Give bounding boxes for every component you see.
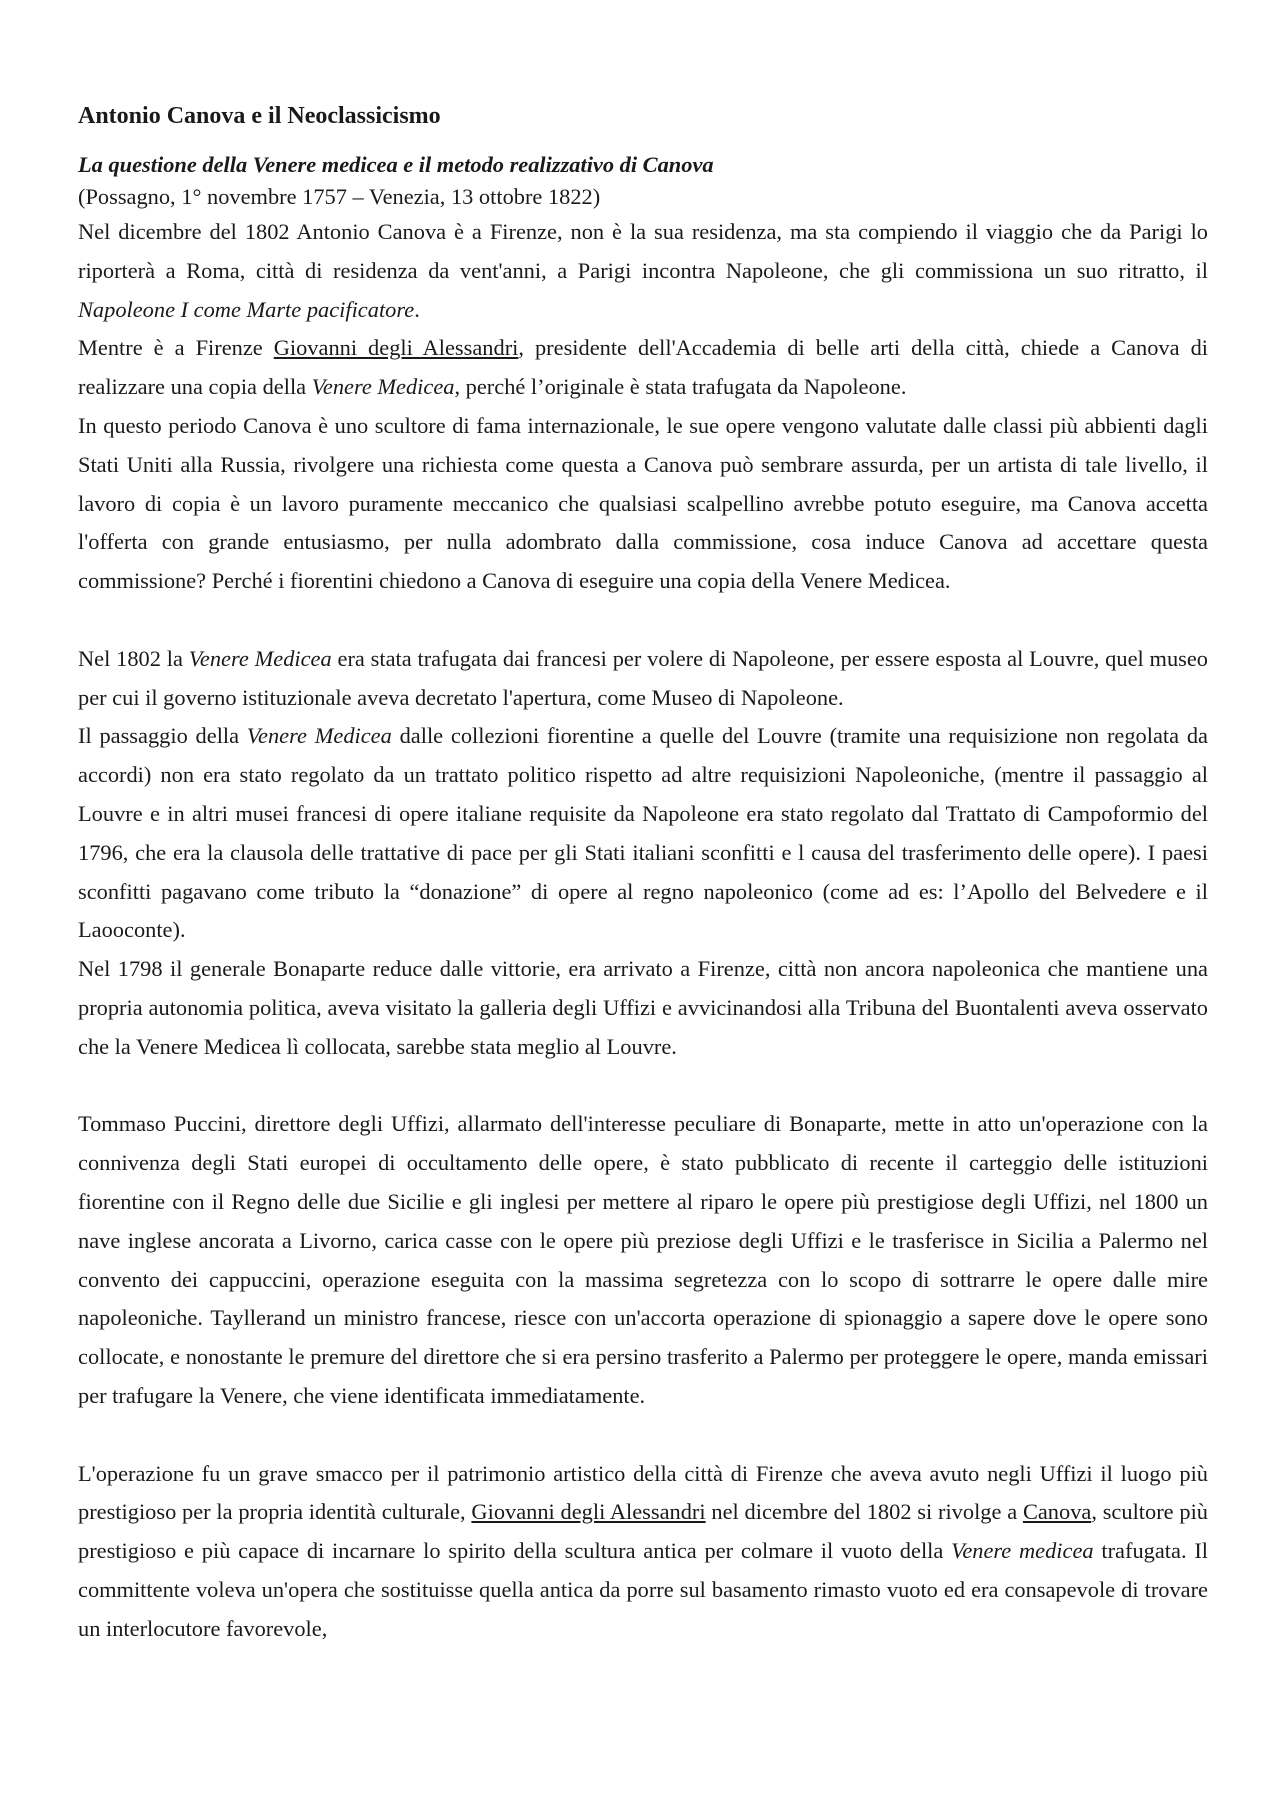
artwork-title: Venere Medicea	[188, 645, 332, 671]
paragraph-8: L'operazione fu un grave smacco per il patrimonio artistico della città di Firenze che aveva avuto negli Uffizi il luogo più prestigioso per la propria identità culturale, Giovanni degli Alessandri nel dicembre del 1802 si rivolge a Canova, scultore più prestigioso e più capace di incarnare lo spirito della scultura antica per colmare il vuoto della Venere medicea trafugata. Il committente voleva un'opera che sostituisse quella antica da porre sul basamento rimasto vuoto ed era consapevole di trovare un interlocutore favorevole,	[78, 1460, 1209, 1641]
link-giovanni-degli-alessandri[interactable]: Giovanni degli Alessandri	[471, 1499, 706, 1525]
life-dates: (Possagno, 1° novembre 1757 – Venezia, 13 ottobre 1822)	[78, 184, 601, 209]
artwork-title: Venere Medicea	[246, 723, 392, 749]
artwork-title: Venere Medicea	[311, 374, 455, 400]
paragraph-1: Nel dicembre del 1802 Antonio Canova è a Firenze, non è la sua residenza, ma sta compiendo il viaggio che da Parigi lo riporterà a Roma, città di residenza da vent'anni, a Parigi incontra Napoleone, che gli commissiona un suo ritratto, il Napoleone I come Marte pacificatore.	[78, 219, 1208, 322]
paragraph-6: Nel 1798 il generale Bonaparte reduce dalle vittorie, era arrivato a Firenze, città non ancora napoleonica che mantiene una propria autonomia politica, aveva visitato la galleria degli Uffizi e avvicinandosi alla Tribuna del Buontalenti aveva osservato che la Venere Medicea lì collocata, sarebbe stata meglio al Louvre.	[78, 956, 1208, 1059]
document-title: Antonio Canova e il Neoclassicismo	[78, 103, 441, 129]
paragraph-2: Mentre è a Firenze Giovanni degli Alessandri, presidente dell'Accademia di belle arti della città, chiede a Canova di realizzare una copia della Venere Medicea, perché l’originale è stata trafugata da Napoleone.	[78, 335, 1208, 400]
paragraph-5: Il passaggio della Venere Medicea dalle collezioni fiorentine a quelle del Louvre (tramite una requisizione non regolata da accordi) non era stato regolato da un trattato politico rispetto ad altre requisizioni Napoleoniche, (mentre il passaggio al Louvre e in altri musei francesi di opere italiane requisite da Napoleone era stato regolato dal Trattato di Campoformio del 1796, che era la clausola delle trattative di pace per gli Stati italiani sconfitti e l causa del trasferimento delle opere). I paesi sconfitti pagavano come tributo la “donazione” di opere al regno napoleonico (come ad es: l’Apollo del Belvedere e il Laooconte).	[78, 723, 1208, 943]
document-subtitle: La questione della Venere medicea e il metodo realizzativo di Canova	[78, 152, 714, 177]
paragraph-gap	[78, 1416, 1208, 1455]
paragraph-gap	[78, 601, 1208, 640]
paragraph-7: Tommaso Puccini, direttore degli Uffizi, allarmato dell'interesse peculiare di Bonaparte, mette in atto un'operazione con la connivenza degli Stati europei di occultamento delle opere, è stato pubblicato di recente il carteggio delle istituzioni fiorentine con il Regno delle due Sicilie e gli inglesi per mettere al riparo le opere più prestigiose degli Uffizi, nel 1800 un nave inglese ancorata a Livorno, carica casse con le opere più preziose degli Uffizi e le trasferisce in Sicilia a Palermo nel convento dei cappuccini, operazione eseguita con la massima segretezza con lo scopo di sottrarre le opere dalle mire napoleoniche. Tayllerand un ministro francese, riesce con un'accorta operazione di spionaggio a sapere dove le opere sono collocate, e nonostante le premure del direttore che si era persino trasferito a Palermo per proteggere le opere, manda emissari per trafugare la Venere, che viene identificata immediatamente.	[78, 1111, 1208, 1408]
document-page	[78, 100, 1208, 1648]
artwork-title: Napoleone I come Marte pacificatore	[78, 296, 415, 322]
link-canova[interactable]: Canova	[1022, 1499, 1092, 1525]
link-giovanni-degli-alessandri[interactable]: Giovanni degli Alessandri	[273, 335, 519, 361]
paragraph-gap	[78, 1067, 1208, 1106]
paragraph-3: In questo periodo Canova è uno scultore di fama internazionale, le sue opere vengono valutate dalle classi più abbienti dagli Stati Uniti alla Russia, rivolgere una richiesta come questa a Canova può sembrare assurda, per un artista di tale livello, il lavoro di copia è un lavoro puramente meccanico che qualsiasi scalpellino avrebbe potuto eseguire, ma Canova accetta l'offerta con grande entusiasmo, per nulla adombrato dalla commissione, cosa induce Canova ad accettare questa commissione? Perché i fiorentini chiedono a Canova di eseguire una copia della Venere Medicea.	[78, 412, 1208, 594]
paragraph-4: Nel 1802 la Venere Medicea era stata trafugata dai francesi per volere di Napoleone, per essere esposta al Louvre, quel museo per cui il governo istituzionale aveva decretato l'apertura, come Museo di Napoleone.	[78, 645, 1209, 710]
artwork-title: Venere medicea	[951, 1538, 1094, 1564]
